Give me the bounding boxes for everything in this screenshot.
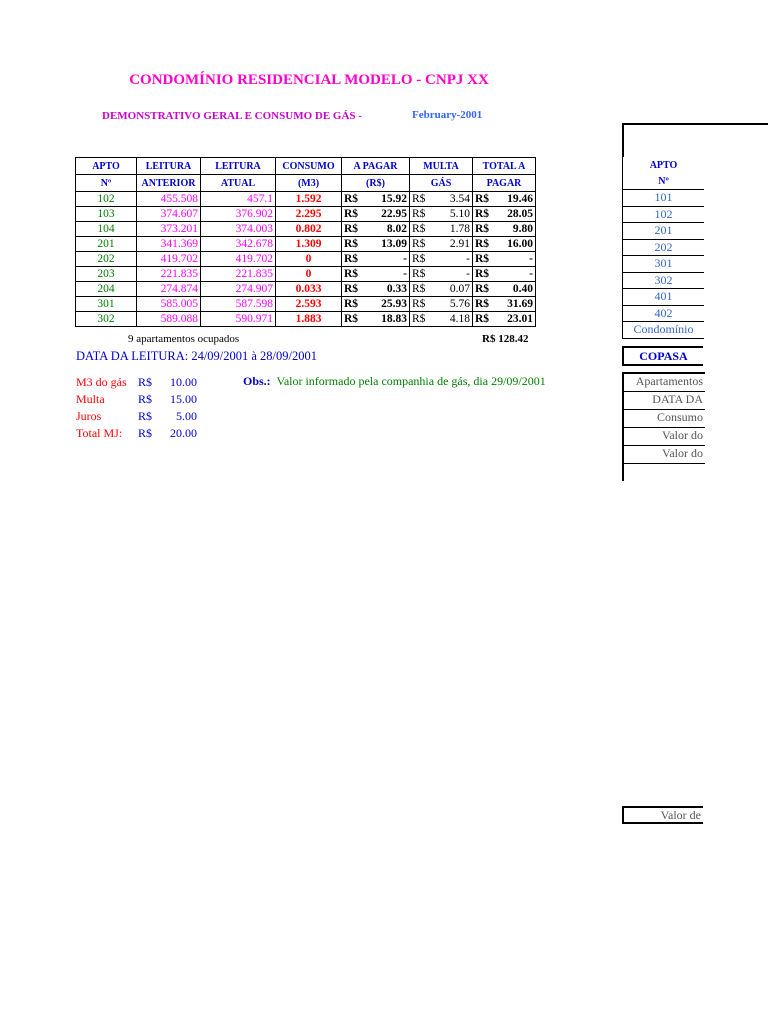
leitura-atual-cell: 221.835: [201, 267, 276, 282]
table-row: [76, 312, 536, 327]
table-row: [76, 207, 536, 222]
occupied-total: R$ 128.42: [482, 333, 529, 345]
header-total-sub: PAGAR: [473, 175, 536, 192]
multa-value: -: [466, 268, 470, 280]
summary-label: DATA DA: [624, 392, 705, 410]
leitura-atual-cell: 274.907: [201, 282, 276, 297]
table-header-row-2: [76, 175, 536, 192]
rate-value: 15.00: [170, 392, 197, 406]
reading-date: DATA DA LEITURA: 24/09/2001 à 28/09/2001: [76, 349, 318, 363]
rates-block: [76, 374, 197, 442]
report-month: February-2001: [412, 109, 483, 121]
rate-row: [76, 391, 197, 408]
currency-symbol: R$: [344, 238, 359, 250]
pagar-cell: [342, 267, 410, 282]
header-anterior-sub: ANTERIOR: [137, 175, 201, 192]
apto-cell: 202: [76, 252, 137, 267]
total-cell: [473, 222, 536, 237]
rate-currency: R$: [138, 392, 153, 406]
table-row: [76, 252, 536, 267]
currency-symbol: R$: [344, 193, 359, 205]
multa-value: 5.76: [449, 298, 470, 310]
currency-symbol: R$: [344, 268, 359, 280]
pagar-cell: [342, 282, 410, 297]
rate-currency: R$: [138, 375, 153, 389]
currency-symbol: R$: [475, 253, 490, 265]
multa-value: 1.78: [449, 223, 470, 235]
gas-consumption-table: [75, 157, 536, 327]
currency-symbol: R$: [412, 313, 426, 325]
header-apto: APTO: [76, 158, 137, 175]
currency-symbol: R$: [412, 223, 426, 235]
pagar-value: 18.83: [381, 313, 407, 325]
report-subtitle: DEMONSTRATIVO GERAL E CONSUMO DE GÁS -: [102, 110, 362, 122]
header-pagar-sub: (R$): [342, 175, 410, 192]
apto-cell: 104: [76, 222, 137, 237]
rate-row: [76, 408, 197, 425]
rate-label: Multa: [76, 392, 105, 406]
consumo-cell: 0: [276, 267, 342, 282]
currency-symbol: R$: [475, 298, 490, 310]
multa-cell: [410, 297, 473, 312]
obs-label: Obs.:: [243, 374, 271, 388]
leitura-anterior-cell: 455.508: [137, 192, 201, 207]
multa-value: 4.18: [449, 313, 470, 325]
total-cell: [473, 297, 536, 312]
consumo-cell: 2.295: [276, 207, 342, 222]
leitura-atual-cell: 342.678: [201, 237, 276, 252]
table-row: [76, 237, 536, 252]
multa-value: 3.54: [449, 193, 470, 205]
total-cell: [473, 267, 536, 282]
rate-value: 10.00: [170, 375, 197, 389]
leitura-anterior-cell: 374.607: [137, 207, 201, 222]
rate-row: [76, 425, 197, 442]
multa-cell: [410, 237, 473, 252]
total-cell: [473, 237, 536, 252]
pagar-value: 13.09: [381, 238, 407, 250]
total-cell: [473, 207, 536, 222]
rate-currency: R$: [138, 426, 153, 440]
occupied-label: 9 apartamentos ocupados: [128, 333, 240, 345]
total-value: 16.00: [507, 238, 533, 250]
multa-value: 5.10: [449, 208, 470, 220]
leitura-anterior-cell: 373.201: [137, 222, 201, 237]
summary-label: Apartamentos: [624, 372, 705, 392]
right-header-apto: APTO: [623, 157, 705, 173]
header-consumo-sub: (M3): [276, 175, 342, 192]
total-value: -: [529, 268, 533, 280]
rate-label: Total MJ:: [76, 426, 123, 440]
pagar-value: 22.95: [381, 208, 407, 220]
right-apt-cell: 301: [623, 256, 705, 273]
header-a-pagar: A PAGAR: [342, 158, 410, 175]
pagar-cell: [342, 297, 410, 312]
leitura-atual-cell: 419.702: [201, 252, 276, 267]
table-row: [76, 297, 536, 312]
total-value: 31.69: [507, 298, 533, 310]
currency-symbol: R$: [412, 283, 426, 295]
consumo-cell: 0.802: [276, 222, 342, 237]
pagar-cell: [342, 312, 410, 327]
rate-value: 5.00: [176, 409, 197, 423]
leitura-anterior-cell: 419.702: [137, 252, 201, 267]
consumo-cell: 0.033: [276, 282, 342, 297]
multa-cell: [410, 192, 473, 207]
total-value: 0.40: [512, 283, 533, 295]
total-cell: [473, 282, 536, 297]
leitura-atual-cell: 374.003: [201, 222, 276, 237]
total-cell: [473, 192, 536, 207]
currency-symbol: R$: [475, 268, 490, 280]
header-total: TOTAL A: [473, 158, 536, 175]
obs-text: Valor informado pela companhia de gás, dia 29/09/2001: [276, 374, 546, 388]
pagar-value: -: [403, 253, 407, 265]
currency-symbol: R$: [475, 208, 490, 220]
leitura-anterior-cell: 585.005: [137, 297, 201, 312]
total-cell: [473, 252, 536, 267]
total-value: -: [529, 253, 533, 265]
right-apt-cell: 401: [623, 289, 705, 306]
pagar-cell: [342, 207, 410, 222]
total-value: 28.05: [507, 208, 533, 220]
apto-cell: 204: [76, 282, 137, 297]
pagar-value: 25.93: [381, 298, 407, 310]
summary-label: Valor do: [624, 446, 705, 464]
apto-cell: 301: [76, 297, 137, 312]
currency-symbol: R$: [412, 238, 426, 250]
currency-symbol: R$: [475, 223, 490, 235]
leitura-atual-cell: 376.902: [201, 207, 276, 222]
total-value: 19.46: [507, 193, 533, 205]
currency-symbol: R$: [344, 223, 359, 235]
multa-value: 2.91: [449, 238, 470, 250]
multa-cell: [410, 267, 473, 282]
pagar-cell: [342, 237, 410, 252]
currency-symbol: R$: [412, 268, 426, 280]
consumo-cell: 1.309: [276, 237, 342, 252]
currency-symbol: R$: [475, 283, 490, 295]
currency-symbol: R$: [344, 253, 359, 265]
header-atual-sub: ATUAL: [201, 175, 276, 192]
total-value: 23.01: [507, 313, 533, 325]
multa-cell: [410, 252, 473, 267]
currency-symbol: R$: [412, 193, 426, 205]
multa-cell: [410, 222, 473, 237]
consumo-cell: 2.593: [276, 297, 342, 312]
summary-label: Consumo: [624, 410, 705, 428]
total-cell: [473, 312, 536, 327]
currency-symbol: R$: [412, 298, 426, 310]
header-leitura-anterior: LEITURA: [137, 158, 201, 175]
right-header-no: Nº: [623, 173, 705, 190]
pagar-cell: [342, 222, 410, 237]
pagar-cell: [342, 192, 410, 207]
apto-cell: 201: [76, 237, 137, 252]
currency-symbol: R$: [344, 283, 359, 295]
right-apt-cell: Condomínio: [623, 322, 705, 339]
multa-value: 0.07: [449, 283, 470, 295]
right-apt-cell: 302: [623, 272, 705, 289]
leitura-atual-cell: 590.971: [201, 312, 276, 327]
right-header-box: [622, 123, 768, 157]
right-apt-cell: 202: [623, 239, 705, 256]
header-multa-sub: GÁS: [410, 175, 473, 192]
consumo-cell: 0: [276, 252, 342, 267]
header-leitura-atual: LEITURA: [201, 158, 276, 175]
header-apto-sub: Nº: [76, 175, 137, 192]
rate-label: M3 do gás: [76, 375, 127, 389]
multa-value: -: [466, 253, 470, 265]
apto-cell: 102: [76, 192, 137, 207]
leitura-anterior-cell: 341.369: [137, 237, 201, 252]
multa-cell: [410, 312, 473, 327]
summary-label: Valor do: [624, 428, 705, 446]
apto-cell: 203: [76, 267, 137, 282]
right-apartment-table: [622, 157, 704, 339]
pagar-value: 15.92: [381, 193, 407, 205]
header-consumo: CONSUMO: [276, 158, 342, 175]
leitura-anterior-cell: 589.088: [137, 312, 201, 327]
leitura-atual-cell: 587.598: [201, 297, 276, 312]
summary-spacer: [624, 464, 705, 481]
rate-currency: R$: [138, 409, 153, 423]
multa-cell: [410, 282, 473, 297]
total-value: 9.80: [512, 223, 533, 235]
right-apt-cell: 101: [623, 190, 705, 207]
rate-row: [76, 374, 197, 391]
multa-cell: [410, 207, 473, 222]
table-row: [76, 192, 536, 207]
pagar-value: 0.33: [386, 283, 407, 295]
table-header-row-1: [76, 158, 536, 175]
right-apt-cell: 201: [623, 223, 705, 240]
leitura-atual-cell: 457.1: [201, 192, 276, 207]
currency-symbol: R$: [344, 313, 359, 325]
currency-symbol: R$: [412, 253, 426, 265]
consumo-cell: 1.592: [276, 192, 342, 207]
currency-symbol: R$: [475, 193, 490, 205]
copasa-label: COPASA: [622, 346, 703, 366]
consumo-cell: 1.883: [276, 312, 342, 327]
table-row: [76, 222, 536, 237]
observation: [243, 374, 546, 389]
leitura-anterior-cell: 221.835: [137, 267, 201, 282]
apto-cell: 302: [76, 312, 137, 327]
currency-symbol: R$: [412, 208, 426, 220]
currency-symbol: R$: [475, 313, 490, 325]
pagar-cell: [342, 252, 410, 267]
currency-symbol: R$: [344, 208, 359, 220]
valor-bottom-label: Valor de: [622, 806, 703, 824]
header-multa: MULTA: [410, 158, 473, 175]
pagar-value: -: [403, 268, 407, 280]
page-title: CONDOMÍNIO RESIDENCIAL MODELO - CNPJ XX: [129, 72, 489, 88]
right-apt-cell: 402: [623, 305, 705, 322]
rate-value: 20.00: [170, 426, 197, 440]
rate-label: Juros: [76, 409, 102, 423]
pagar-value: 8.02: [386, 223, 407, 235]
leitura-anterior-cell: 274.874: [137, 282, 201, 297]
right-apt-cell: 102: [623, 206, 705, 223]
table-row: [76, 267, 536, 282]
apto-cell: 103: [76, 207, 137, 222]
currency-symbol: R$: [344, 298, 359, 310]
currency-symbol: R$: [475, 238, 490, 250]
right-summary-box: [622, 372, 705, 481]
table-row: [76, 282, 536, 297]
